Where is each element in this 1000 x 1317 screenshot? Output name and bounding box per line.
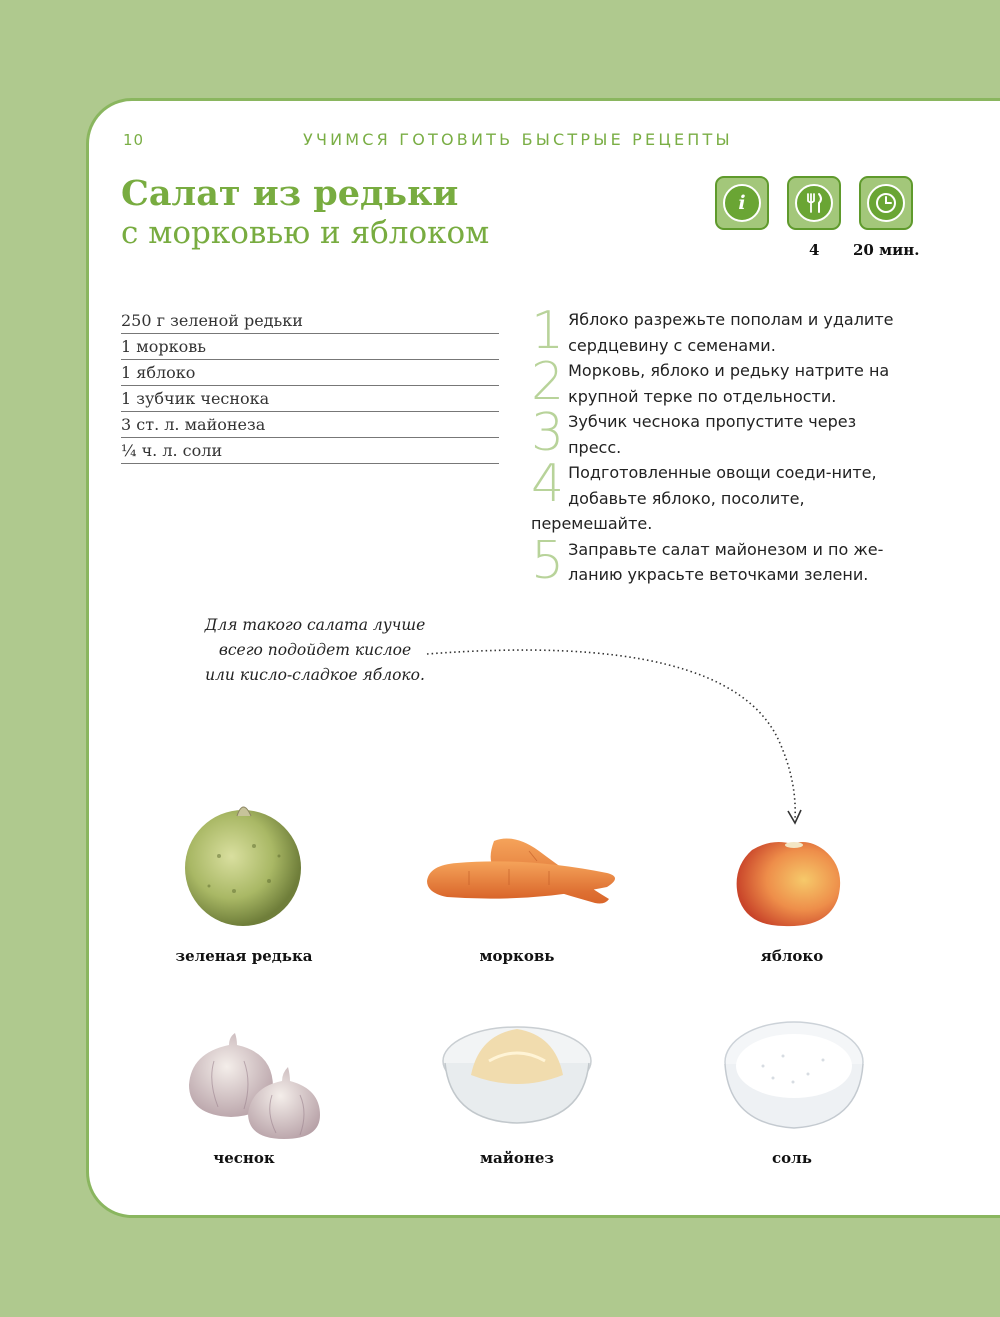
ingredient-item: 3 ст. л. майонеза [121, 412, 499, 438]
mayonnaise-photo [441, 1021, 593, 1131]
garlic-photo [184, 1031, 324, 1141]
step-text: Заправьте салат майонезом и по же-ланию украсьте веточками зелени. [568, 539, 884, 584]
step-number: 3 [531, 403, 565, 463]
ingredient-item: 1 яблоко [121, 360, 499, 386]
photo-label-salt: соль [772, 1149, 812, 1167]
recipe-page [86, 98, 1000, 1218]
photo-label-carrot: морковь [479, 947, 555, 965]
photo-label-mayonnaise: майонез [480, 1149, 554, 1167]
step-number: 5 [531, 530, 565, 591]
step-number: 2 [531, 352, 565, 412]
step-text: Подготовленные овощи соеди-ните, добавьте яблоко, посолите, перемешайте. [531, 463, 877, 533]
step-number: 4 [531, 454, 565, 514]
carrot-photo [419, 831, 619, 931]
salt-photo [723, 1016, 865, 1131]
ingredient-item: ¼ ч. л. соли [121, 438, 499, 464]
photo-label-apple: яблоко [760, 947, 824, 965]
ingredient-item: 250 г зеленой редьки [121, 308, 499, 334]
step-text: Зубчик чеснока пропустите через пресс. [568, 412, 857, 457]
info-icon: i [723, 184, 761, 222]
step-text: Яблоко разрежьте пополам и удалите сердцевину с семенами. [568, 310, 894, 355]
recipe-title: Салат из редьки [121, 173, 459, 214]
time-value: 20 мин. [853, 241, 920, 259]
apple-photo [734, 836, 854, 931]
handwritten-note: Для такого салата лучше всего подойдет кислое или кисло-сладкое яблоко. [204, 616, 426, 684]
servings-value: 4 [809, 241, 820, 259]
ingredient-item: 1 морковь [121, 334, 499, 360]
photo-label-garlic: чеснок [213, 1149, 275, 1167]
step-text: Морковь, яблоко и редьку натрите на крупной терке по отдельности. [568, 361, 890, 406]
ingredient-item: 1 зубчик чеснока [121, 386, 499, 412]
step-number: 1 [531, 301, 565, 361]
photo-label-radish: зеленая редька [175, 947, 313, 965]
page-number: 10 [123, 131, 145, 149]
running-title: УЧИМСЯ ГОТОВИТЬ БЫСТРЫЕ РЕЦЕПТЫ [303, 130, 733, 149]
radish-photo [179, 796, 309, 931]
recipe-subtitle: с морковью и яблоком [121, 215, 490, 251]
